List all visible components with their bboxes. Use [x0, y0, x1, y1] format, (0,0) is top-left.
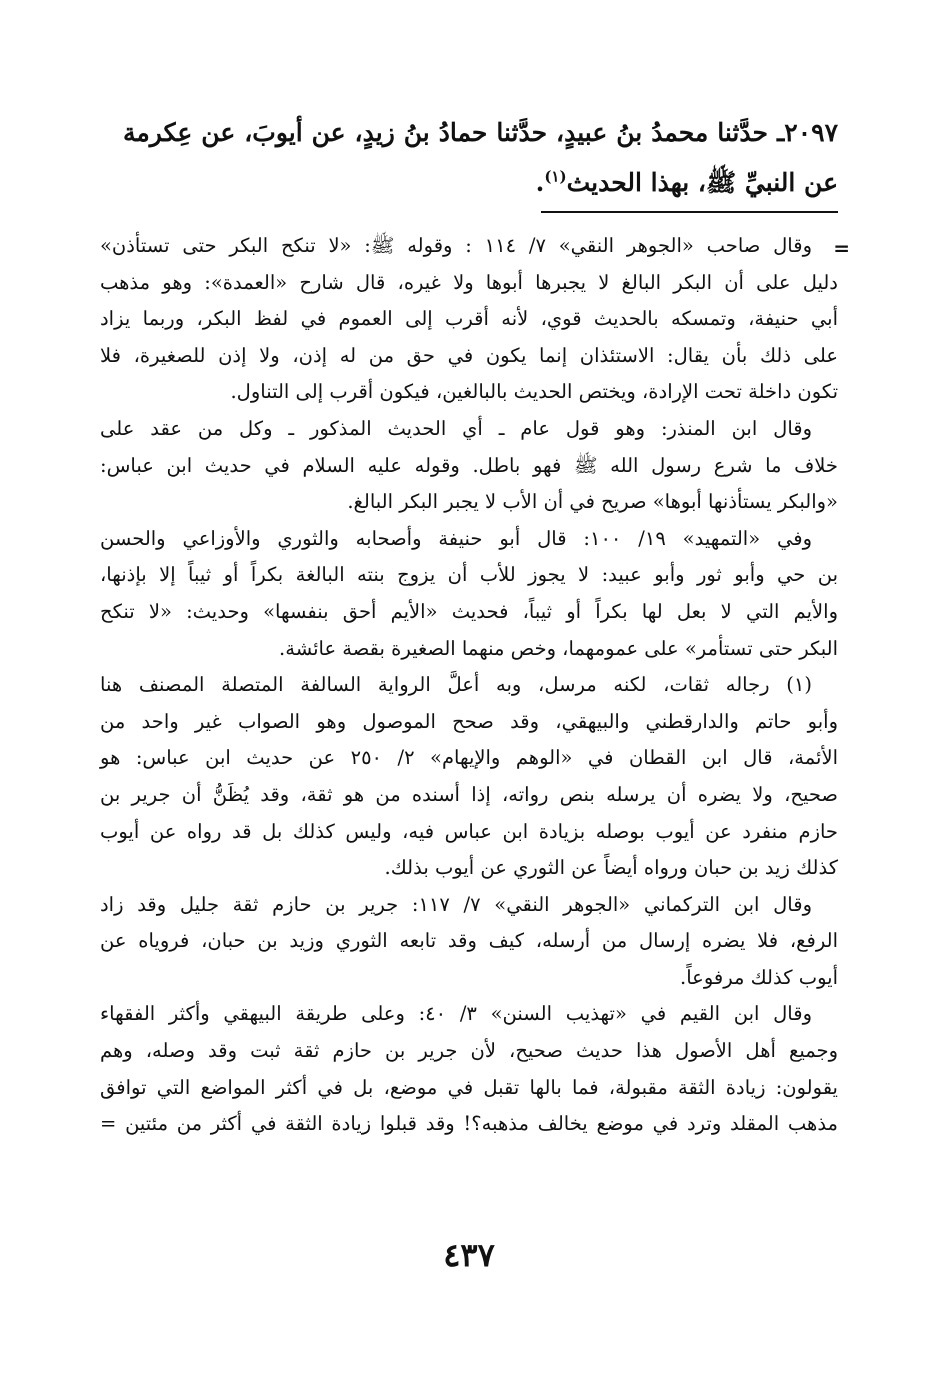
- hadith-line-2-end: .: [535, 168, 545, 197]
- footnote-line: بن حي وأبو ثور وأبو عبيد: لا يجوز للأب أن يزوج بنته البالغة بكراً أو ثيباً إلا بإذنها،: [100, 563, 838, 587]
- footnote-1-line: كذلك زيد بن حبان ورواه أيضاً عن الثوري عن أيوب بذلك.: [384, 856, 838, 880]
- hadith-line-2: [123, 158, 838, 208]
- footnote-1-line: حازم منفرد عن أيوب بوصله بزيادة ابن عباس فيه، وليس كذلك بل قد رواه عن أيوب: [100, 819, 838, 843]
- hadith-line-2-text: عن النبيِّ ﷺ، بهذا الحديث: [566, 168, 838, 197]
- continuation-mark: =: [833, 236, 850, 260]
- footnote-line: «والبكر يستأذنها أبوها» صريح في أن الأب لا يجبر البكر البالغ.: [347, 490, 838, 514]
- footnote-divider: [541, 211, 838, 213]
- footnote-line: وقال ابن المنذر: وهو قول عام ـ أي الحديث المذكور ـ وكل من عقد على: [100, 416, 812, 440]
- footnote-line: وقال ابن القيم في «تهذيب السنن» ٣/ ٤٠: وعلى طريقة البيهقي وأكثر الفقهاء: [100, 1002, 812, 1026]
- footnote-line: أيوب كذلك مرفوعاً.: [680, 965, 838, 989]
- footnote-reference[interactable]: (١): [544, 167, 567, 186]
- footnote-line: وفي «التمهيد» ١٩/ ١٠٠: قال أبو حنيفة وأصحابه والثوري والأوزاعي والحسن: [100, 526, 812, 550]
- page-number: ٤٣٧: [443, 1236, 495, 1274]
- footnote-line: وقال ابن التركماني «الجوهر النقي» ٧/ ١١٧: جرير بن حازم ثقة جليل وقد زاد: [100, 892, 812, 916]
- footnote-line: على ذلك بأن يقال: الاستئذان إنما يكون في حق من له إذن، ولا إذن للصغيرة، فلا: [100, 343, 838, 367]
- footnote-line: الرفع، فلا يضره إرسال من أرسله، كيف وقد تابعه الثوري وزيد بن حبان، فروياه عن: [100, 929, 838, 953]
- hadith-text: [123, 108, 838, 208]
- footnotes-section: [100, 228, 838, 1143]
- footnote-line: والأيم التي لا بعل لها بكراً أو ثيباً، فحديث «الأيم أحق بنفسها» وحديث: «لا تنكح: [100, 599, 838, 623]
- hadith-line-1: ٢٠٩٧ـ حدَّثنا محمدُ بنُ عبيدٍ، حدَّثنا حمادُ بنُ زيدٍ، عن أيوبَ، عن عِكرمة: [123, 118, 838, 147]
- footnote-line: البكر حتى تستأمر» على عمومهما، وخص منهما الصغيرة بقصة عائشة.: [279, 636, 838, 660]
- footnote-line: أبي حنيفة، وتمسكه بالحديث قوي، لأنه أقرب إلى العموم في لفظ البكر، وربما يزاد: [100, 307, 838, 331]
- footnote-line: مذهب المقلد وترد في موضع يخالف مذهبه؟! وقد قبلوا زيادة الثقة في أكثر من مئتين =: [100, 1112, 838, 1136]
- footnote-line: تكون داخلة تحت الإرادة، ويختص الحديث بالبالغين، فيكون أقرب إلى التناول.: [230, 380, 838, 404]
- footnote-1-line: (١) رجاله ثقات، لكنه مرسل، وبه أعلَّ الرواية السالفة المتصلة المصنف هنا: [100, 673, 812, 697]
- footnote-1-line: الأئمة، قال ابن القطان في «الوهم والإيهام» ٢/ ٢٥٠ عن حديث ابن عباس: هو: [100, 746, 838, 770]
- footnote-1-line: وأبو حاتم والدارقطني والبيهقي، وقد صحح الموصول وهو الصواب غير واحد من: [100, 709, 838, 733]
- footnote-line: وقال صاحب «الجوهر النقي» ٧/ ١١٤ : وقوله ﷺ: «لا تنكح البكر حتى تستأذن»: [100, 234, 812, 257]
- footnote-line: دليل على أن البكر البالغ لا يجبرها أبوها ولا غيره، قال شارح «العمدة»: وهو مذهب: [100, 270, 838, 294]
- footnote-line: خلاف ما شرع رسول الله ﷺ فهو باطل. وقوله عليه السلام في حديث ابن عباس:: [100, 453, 838, 477]
- footnote-line: وجميع أهل الأصول هذا حديث صحيح، لأن جرير بن حازم ثقة ثبت وقد وصله، وهم: [100, 1039, 838, 1063]
- footnote-line: يقولون: زيادة الثقة مقبولة، فما بالها تقبل في موضع، بل في أكثر المواضع التي توافق: [100, 1075, 838, 1099]
- footnote-1-line: صحيح، ولا يضره أن يرسله بنص رواته، إذا أسنده من هو ثقة، وقد يُظَنُّ أن جرير بن: [100, 782, 838, 806]
